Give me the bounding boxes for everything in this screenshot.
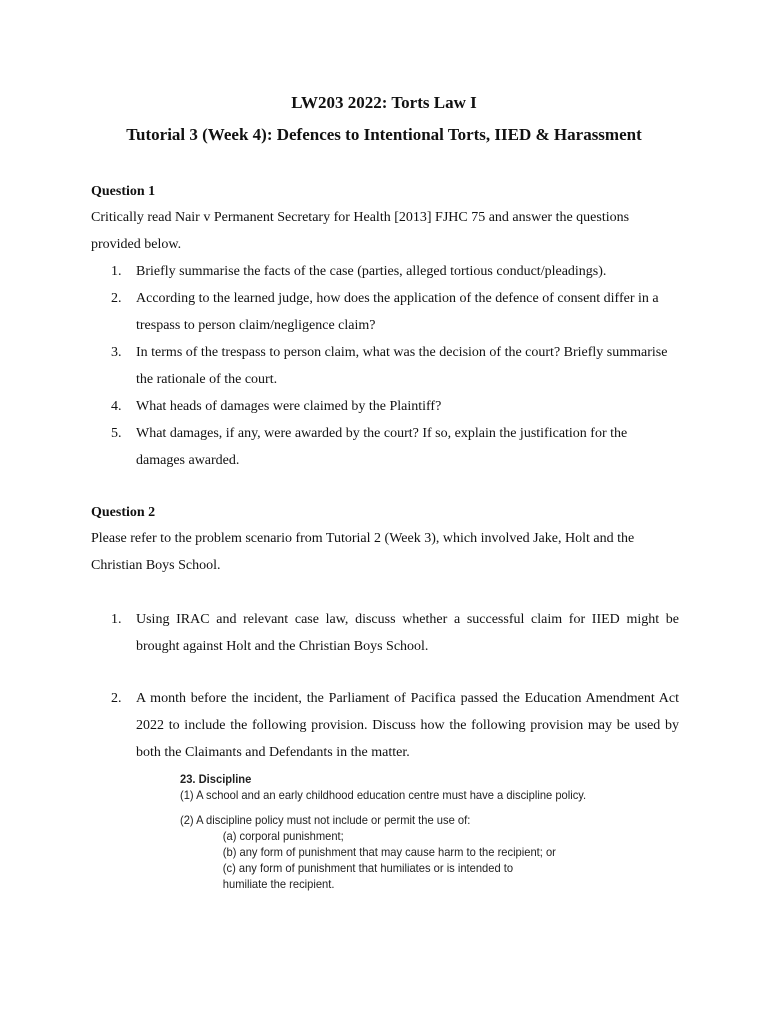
list-item-text: According to the learned judge, how does the application of the defence of consent differ in a trespass to person claim/negligence claim? bbox=[136, 291, 659, 333]
list-item bbox=[91, 258, 679, 285]
provision-subclause-b: (b) any form of punishment that may cause harm to the recipient; or bbox=[222, 845, 556, 859]
list-item bbox=[91, 606, 679, 660]
list-item-number: 5. bbox=[111, 426, 122, 441]
list-item-number: 2. bbox=[111, 291, 122, 306]
question-2-list-item-2 bbox=[91, 685, 679, 766]
question-2-heading: Question 2 bbox=[91, 505, 156, 520]
provision-subclause-a: (a) corporal punishment; bbox=[222, 829, 344, 843]
list-item-number: 4. bbox=[111, 399, 122, 414]
question-1-intro: Critically read Nair v Permanent Secretary for Health [2013] FJHC 75 and answer the questions provided below. bbox=[91, 210, 630, 252]
list-item-number: 1. bbox=[111, 264, 122, 279]
question-1-heading: Question 1 bbox=[91, 184, 156, 199]
list-item-text: Briefly summarise the facts of the case (parties, alleged tortious conduct/pleadings). bbox=[136, 264, 607, 279]
provision-subclause-c: (c) any form of punishment that humiliates or is intended to humiliate the recipient. bbox=[222, 861, 514, 891]
list-item-text: What damages, if any, were awarded by the court? If so, explain the justification for the damages awarded. bbox=[136, 426, 628, 468]
list-item-text: Using IRAC and relevant case law, discuss whether a successful claim for IIED might be brought against Holt and the Christian Boys School. bbox=[136, 612, 679, 654]
provision-spacer bbox=[180, 803, 636, 812]
list-item-text: What heads of damages were claimed by the Plaintiff? bbox=[136, 399, 442, 414]
list-item-text: A month before the incident, the Parliament of Pacifica passed the Education Amendment Act 2022 to include the following provision. Discuss how the following provision may be used by both the Claimants and Defendants in the matter. bbox=[136, 691, 679, 760]
provision-clause-1: (1) A school and an early childhood education centre must have a discipline policy. bbox=[180, 788, 587, 802]
list-item bbox=[91, 285, 679, 339]
question-2-intro: Please refer to the problem scenario from Tutorial 2 (Week 3), which involved Jake, Holt and the Christian Boys School. bbox=[91, 531, 635, 573]
list-item bbox=[91, 339, 679, 393]
provision-clause-2: (2) A discipline policy must not include or permit the use of: bbox=[180, 813, 471, 827]
question-2-list-item-1 bbox=[91, 606, 679, 660]
list-item-number: 3. bbox=[111, 345, 122, 360]
list-item-text: In terms of the trespass to person claim, what was the decision of the court? Briefly summarise the rationale of the court. bbox=[136, 345, 668, 387]
list-item bbox=[91, 393, 679, 420]
list-item bbox=[91, 685, 679, 766]
provision-heading: 23. Discipline bbox=[180, 772, 252, 786]
document-title: LW203 2022: Torts Law I bbox=[291, 93, 477, 112]
statutory-provision bbox=[180, 771, 636, 892]
list-item-number: 1. bbox=[111, 612, 122, 627]
list-item bbox=[91, 420, 679, 474]
list-item-number: 2. bbox=[111, 691, 122, 706]
question-1-list bbox=[91, 258, 679, 474]
document-subtitle: Tutorial 3 (Week 4): Defences to Intentional Torts, IIED & Harassment bbox=[126, 125, 642, 144]
